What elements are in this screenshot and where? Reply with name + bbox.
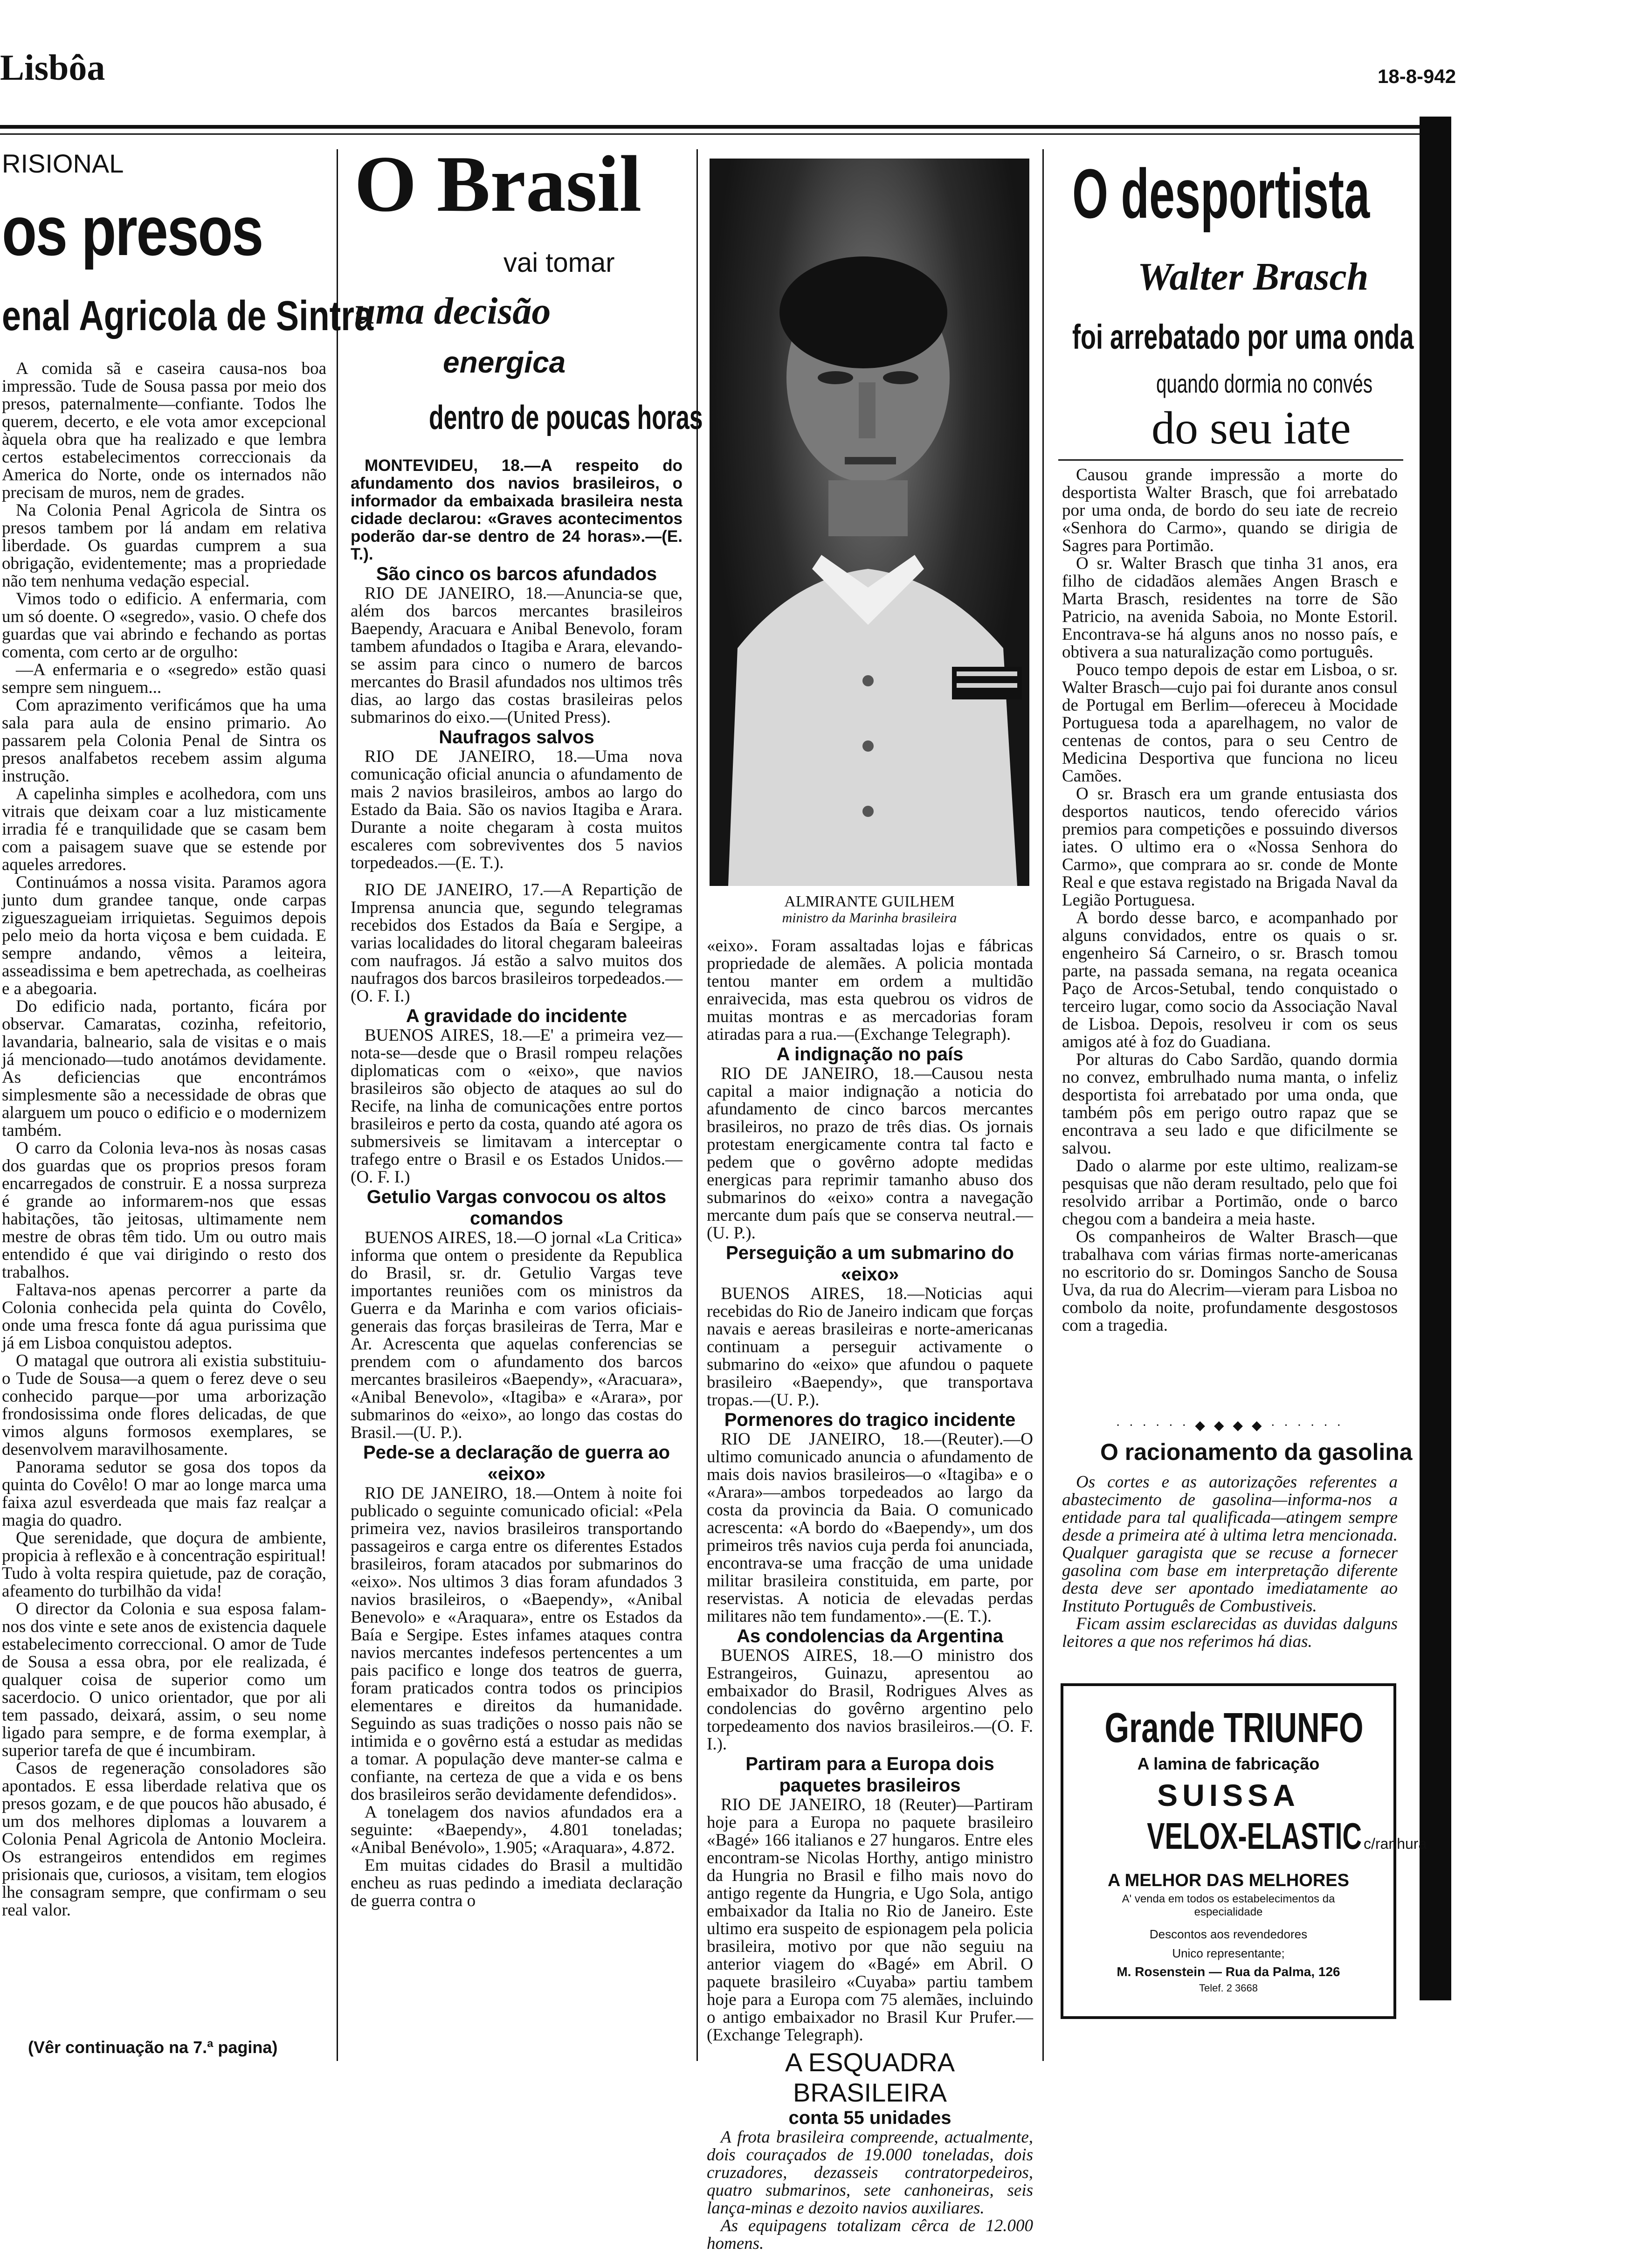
column-rule-3 (1042, 149, 1044, 2061)
col4-paragraph: A bordo desse barco, e acompanhado por alguns convidados, entre os quais o sr. engenheiro Sá Carneiro, o sr. Brasch tomou parte, na passada semana, na regata oceanica Paço de Arcos-Setubal, tendo conquistado o terceiro lugar, como socio da Associação Naval de Lisboa. Depois, resolveu ir com os seus amigos até à foz do Guadiana. (1062, 908, 1398, 1051)
col2-deck2: uma decisão (354, 290, 551, 332)
col2-s4-title: Getulio Vargas convocou os altos comandos (366, 1187, 667, 1229)
col1-paragraph: Casos de regeneração consoladores são apontados. E essa liberdade relativa que os presos gozam, e de que poucos hão abusado, é um dos melhores diplomas a louvarem a Colonia Penal Agricola de Antonio Mocleira. Os estrangeiros entendidos em regimes prisionais que, curiosos, a visitam, tem elogios lhe consagram sempre, que confirmam o seu real valor. (2, 1759, 326, 1920)
ad-line10: Telef. 2 3668 (1199, 1982, 1258, 1994)
col4-divider: · · · · · · ◆ ◆ ◆ ◆ · · · · · · (1116, 1418, 1344, 1433)
col4-paragraph: Por alturas do Cabo Sardão, quando dormia no convez, embrulhado numa manta, o infeliz desportista foi arrebatado por uma onda, que também pôs em perigo outro rapaz que se encontrava a seu lado e que dificilmente se salvou. (1062, 1050, 1398, 1158)
gasolina-text1: Os cortes e as autorizações referentes a abastecimento de gasolina—informa-nos a entidade para tal qualificada—atingem sempre desde a primeira até à ultima letra mencionada. Qualquer garagista que se recuse a fornecer gasolina com base em interpretação diferente desta deve ser apontado imediatamente ao Instituto Português de Combustiveis. (1062, 1473, 1398, 1616)
photo-caption: ALMIRANTE GUILHEM (784, 893, 955, 910)
masthead-paper: Lisbôa (0, 47, 105, 88)
col1-article (2, 360, 326, 1919)
col4-deck-rule (1058, 459, 1403, 461)
col1-paragraph: O carro da Colonia leva-nos às nosas casas dos guardas que os proprios presos foram encarregados de construir. E a nossa surpreza é grande ao informarem-nos que essas habitações, tão jeitosas, ultimamente nem mestre de obras têm tido. Um ou outro mais entendido é que vai dirigindo o resto dos trabalhos. (2, 1139, 326, 1282)
col1-paragraph: Vimos todo o edificio. A enfermaria, com um só doente. O «segredo», vasio. O chefe dos guardas que vai abrindo e fechando as portas comenta, com certo ar de orgulho: (2, 589, 326, 662)
col1-paragraph: Que serenidade, que doçura de ambiente, propicia à reflexão e à concentração espiritual! Tudo à volta respira quietude, paz de coração, afeamento do turbilhão da vida! (2, 1528, 326, 1601)
gasolina-body (1062, 1473, 1398, 1651)
col4-paragraph: Pouco tempo depois de estar em Lisboa, o sr. Walter Brasch—cujo pai foi durante anos consul de Portugal em Berlim—ofereceu à Mocidade Portuguesa toda a aparelhagem, no valor de centenas de contos, para o seu Centro de Medicina Desportiva que funciona no liceu Camões. (1062, 660, 1398, 786)
col1-paragraph: Continuámos a nossa visita. Paramos agora junto dum grandee tanque, onde carpas zigueszagueiam irriquietas. Seguimos depois pelo meio da horta viçosa e bem cuidada. E sempre andando, vêmos a leiteira, asseadissima e bem apetrechada, as coelheiras e a abegoaria. (2, 873, 326, 998)
col1-paragraph: O director da Colonia e sua esposa falam-nos dos vinte e sete anos de existencia daquele estabelecimento correccional. O amor de Tude de Sousa a essa obra, por ele realizada, é qualquer coisa de superior como um sacerdocio. O unico orientador, que por ali tem passado, deixará, assim, o seu nome ligado para sempre, e de forma exemplar, à superior tarefa de que é incumbiram. (2, 1599, 326, 1760)
col2-headline: O Brasil (354, 140, 642, 228)
col1-paragraph: A capelinha simples e acolhedora, com uns vitrais que deixam coar a luz misticamente irradia fé e tranquilidade que se casam bem com a paisagem suave que se estende por aqueles arredores. (2, 784, 326, 874)
col3-s3-title: Pormenores do tragico incidente (724, 1410, 1016, 1430)
col3-body (707, 937, 1033, 2253)
col2-s5-text3: Em muitas cidades do Brasil a multidão encheu as ruas pedindo a imediata declaração de guerra contra o (351, 1856, 683, 1910)
photo-subcaption: ministro da Marinha brasileira (782, 910, 957, 926)
gasolina-title: O racionamento da gasolina (1100, 1439, 1413, 1465)
col3-s2-text: BUENOS AIRES, 18.—Noticias aqui recebidas do Rio de Janeiro indicam que forças navais e aereas brasileiras e norte-americanas continuam a perseguir activamente o submarino do «eixo» que afundou o paquete brasileiro «Baependy», que transportava tropas.—(U. P.). (707, 1284, 1033, 1410)
col3-s3-text: RIO DE JANEIRO, 18.—(Reuter).—O ultimo comunicado anuncia o afundamento de mais dois navios brasileiros—o «Itagiba» e o «Arara»—ambos torpedeados ao largo da costa da provincia da Baia. O comunicado acrescenta: «A bordo do «Baependy», um dos primeiros três navios cuja perda foi anunciada, encontrava-se uma fracção de uma unidade militar brasileira constituida, em parte, por reservistas. A noticia de elevadas perdas militares não tem fundamento».—(E. T.). (707, 1430, 1033, 1626)
col2-deck4: dentro de poucas horas (429, 399, 703, 436)
col1-kicker: RISIONAL (2, 149, 124, 178)
col4-headline: O desportista (1072, 154, 1370, 233)
top-rule-thin (0, 133, 1427, 135)
col2-s3-text: BUENOS AIRES, 18.—E' a primeira vez—nota-se—desde que o Brasil rompeu relações diplomaticas com o «eixo», que navios brasileiros são objecto de ataques ao sul do Recife, na linha de comunicações entre portos brasileiros e perto da costa, quando até agora os submersiveis se limitavam a interceptar o trafego entre o Brasil e os Estados Unidos.—(O. F. I.) (351, 1026, 683, 1187)
col3-s1-text: RIO DE JANEIRO, 18.—Causou nesta capital a maior indignação a noticia do afundamento de cinco barcos mercantes brasileiros, no prazo de três dias. Os jornais protestam energicamente contra tal facto e pedem que o govêrno adopte medidas energicas para reprimir tamanho abuso dos submarinos do «eixo» contra a navegação mercante dum país que se conserva neutral.—(U. P.). (707, 1064, 1033, 1243)
col1-paragraph: Panorama sedutor se gosa dos topos da quinta do Covêlo! O mar ao longe marca uma faixa azul esverdeada que mais faz realçar a magia do quadro. (2, 1458, 326, 1530)
ad-line6: A' venda em todos os estabelecimentos da especialidade (1122, 1893, 1335, 1918)
col1-paragraph: Com aprazimento verificámos que ha uma sala para aula de ensino primario. Ao passarem pela Colonia Penal de Sintra os presos analfabetos recebem assim alguma instrução. (2, 696, 326, 786)
col1-paragraph: O matagal que outrora ali existia substituiu-o Tude de Sousa—a quem o ferez deve o seu conhecido parque—por uma arborização frondosissima onde flores delicadas, de que vimos alguns formosos exemplares, se desenvolvem maravilhosamente. (2, 1351, 326, 1459)
col4-deck2: quando dormia no convés (1156, 369, 1372, 398)
col2-s5-title: Pede-se a declaração de guerra ao «eixo» (363, 1442, 670, 1484)
admiral-photo (710, 159, 1029, 886)
col3-s5-title: Partiram para a Europa dois paquetes brasileiros (745, 1754, 994, 1796)
ad-box (1061, 1683, 1427, 2019)
col4-paragraph: O sr. Walter Brasch que tinha 31 anos, era filho de cidadãos alemães Angen Brasch e Marta Brasch, residentes na torre de São Patricio, na avenida Saboia, no Monte Estoril. Encontrava-se há alguns anos no nosso país, e obtivera a sua naturalização como português. (1062, 554, 1398, 662)
col1-continuation: (Vêr continuação na 7.ª pagina) (28, 2038, 278, 2057)
col4-article (1062, 466, 1398, 1335)
ad-line1: Grande TRIUNFO (1104, 1705, 1364, 1751)
ad-line9: M. Rosenstein — Rua da Palma, 126 (1117, 1964, 1340, 1979)
right-margin-bar (1420, 117, 1451, 2000)
top-rule (0, 125, 1427, 129)
col4-paragraph: O sr. Brasch era um grande entusiasta dos desportos nauticos, tendo oferecido vários premios para competições e possuindo diversos iates. O ultimo era o «Nossa Senhora do Carmo», que comprara ao sr. conde de Monte Real e que estava registado na Brigada Naval da Legião Portuguesa. (1062, 784, 1398, 910)
ad-line5: A MELHOR DAS MELHORES (1108, 1871, 1349, 1890)
col2-s5-text1: RIO DE JANEIRO, 18.—Ontem à noite foi publicado o seguinte comunicado oficial: «Pela primeira vez, navios brasileiros transportando passageiros e carga entre os diferentes Estados brasileiros, foram atacados por submarinos do «eixo». Nos ultimos 3 dias foram afundados 3 navios brasileiros, o «Baependy», «Anibal Benevolo» e «Araquara», entre os Estados da Baía e Sergipe. Estes infames ataques contra navios mercantes indefesos pertencentes a um pais pacifico e longe dos teatros de guerra, foram praticados contra todos os principios elementares e direitos da humanidade. Seguindo as suas tradições o nosso pais não se intimida e o govêrno está a estudar as medidas a tomar. A população deve manter-se calma e confiante, na certeza de que a vida e os bens dos brasileiros serão devidamente defendidos». (351, 1484, 683, 1804)
col2-s1-text: RIO DE JANEIRO, 18.—Anuncia-se que, além dos barcos mercantes brasileiros Baependy, Aracuara e Anibal Benevolo, foram tambem afundados o Itagiba e Arara, elevando-se assim para cinco o numero de barcos mercantes do Brasil afundados nos ultimos três dias, ao largo das costas brasileiras pelos submarinos do eixo.—(United Press). (351, 584, 683, 727)
col3-s2-title: Perseguição a um submarino do «eixo» (726, 1243, 1014, 1285)
col4-deck1: foi arrebatado por uma onda (1072, 318, 1414, 356)
col2-lead: MONTEVIDEU, 18.—A respeito do afundamento dos navios brasileiros, o informador da embaixada brasileira nesta cidade declarou: «Graves acontecimentos poderão dar-se dentro de 24 horas».—(E. T.). (351, 456, 683, 563)
esquadra-text2: As equipagens totalizam cêrca de 12.000 homens. (707, 2216, 1033, 2253)
column-rule-1 (337, 149, 338, 2061)
ad-line8: Unico representante; (1172, 1946, 1285, 1960)
col2-s4-text: BUENOS AIRES, 18.—O jornal «La Critica» informa que ontem o presidente da Republica do Brasil, sr. dr. Getulio Vargas teve importantes reuniões com os ministros da Guerra e da Marinha e com varios oficiais-generais das forças brasileiras de Terra, Mar e Ar. Acrescenta que aquelas conferencias se prendem com o afundamento dos barcos mercantes brasileiros «Baependy», «Aracuara», «Anibal Benevolo», «Itagiba» e «Arara», por submarinos do «eixo», ao longo das costas do Brasil.—(U. P.). (351, 1228, 683, 1442)
admiral-portrait-icon (710, 159, 1029, 886)
col2-s3-title: A gravidade do incidente (406, 1006, 627, 1026)
col4-deck3: do seu iate (1151, 402, 1351, 454)
col3-cont: «eixo». Foram assaltadas lojas e fábricas propriedade de alemães. A policia montada tentou manter em ordem a multidão enraivecida, mas esta quebrou os vidros de muitas montras e as mercadorias foram atiradas para a rua.—(Exchange Telegraph). (707, 936, 1033, 1044)
col2-s2-text1: RIO DE JANEIRO, 18.—Uma nova comunicação oficial anuncia o afundamento de mais 2 navios brasileiros, ambos ao largo do Estado da Baia. São os navios Itagiba e Arara. Durante a noite chegaram à costa muitos escaleres com sobreviventes dos 5 navios torpedeados.—(E. T.). (351, 747, 683, 872)
col1-paragraph: Na Colonia Penal Agricola de Sintra os presos tambem por lá andam em relativa liberdade. Os guardas cumprem a sua obrigação, evidentemente; mas a propriedade não tem nenhuma vedação especial. (2, 501, 326, 591)
esquadra-title: A ESQUADRA BRASILEIRA (785, 2047, 955, 2107)
masthead-date: 18-8-942 (1378, 65, 1456, 87)
col4-paragraph: Causou grande impressão a morte do desportista Walter Brasch, que foi arrebatado por uma onda, de bordo do seu iate de recreio «Senhora do Carmo», quando se dirigia de Sagres para Portimão. (1062, 465, 1398, 555)
col3-s4-title: As condolencias da Argentina (737, 1626, 1003, 1646)
ad-line4-wrap (1063, 1815, 1427, 1858)
col2-s2-title: Naufragos salvos (439, 727, 594, 747)
ad-line3: SUISSA (1157, 1778, 1300, 1812)
col2-s2-text2: RIO DE JANEIRO, 17.—A Repartição de Imprensa anuncia que, segundo telegramas recebidos dos Estados da Baía e Sergipe, a varias localidades do litoral chegaram baleeiras com naufragos. Já estão a salvo muitos dos naufragos dos barcos brasileiros torpedeados.—(O. F. I.) (351, 880, 683, 1006)
col4-paragraph: Dado o alarme por este ultimo, realizam-se pesquisas que não deram resultado, pelo que foi resolvido arribar a Portimão, onde o barco chegou com a bandeira a meia haste. (1062, 1156, 1398, 1229)
col4-paragraph: Os companheiros de Walter Brasch—que trabalhava com várias firmas norte-americanas no escritorio do sr. Domingos Sancho de Sousa Uva, da rua do Alecrim—vieram para Lisboa no combolo da noite, profundamente desgostosos com a tragedia. (1062, 1227, 1398, 1335)
col2-s5-text2: A tonelagem dos navios afundados era a seguinte: «Baependy», 4.801 toneladas; «Anibal Benévolo», 1.905; «Araquara», 4.872. (351, 1803, 683, 1857)
col1-paragraph: A comida sã e caseira causa-nos boa impressão. Tude de Sousa passa por meio dos presos, paternalmente—confiante. Todos lhe querem, decerto, e ele vota amor excepcional àquela obra que ha realizado e que lembra certos estabelecimentos correccionais da America do Norte, onde os internados não precisam de muros, nem de grades. (2, 359, 326, 502)
col2-body (351, 457, 683, 1910)
col3-s5-text: RIO DE JANEIRO, 18 (Reuter)—Partiram hoje para a Europa no paquete brasileiro «Bagé» 166 italianos e 27 hungaros. Entre eles encontram-se Nicolas Horthy, antigo ministro da Hungria no Brasil e filho mais novo do antigo regente da Hungria, e Ugo Sola, antigo embaixador da Italia no Rio de Janeiro. Este ultimo era suspeito de espionagem pela policia brasileira, motivo por que não seguiu na anterior viagem do «Bagé» em Abril. O paquete brasileiro «Cuyaba» partiu tambem hoje para a Europa com 75 alemães, incluindo o antigo embaixador no Brasil Kur Prufer.—(Exchange Telegraph). (707, 1795, 1033, 2045)
col2-deck3: energica (443, 346, 566, 379)
ad-line2: A lamina de fabricação (1137, 1754, 1320, 1773)
col1-paragraph: Faltava-nos apenas percorrer a parte da Colonia conhecida pela quinta do Covêlo, onde uma fresca fonte dá agua purissima que já em Lisboa conquistou adeptos. (2, 1280, 326, 1353)
col3-s1-title: A indignação no país (776, 1044, 964, 1065)
col2-s1-title: São cinco os barcos afundados (376, 564, 657, 584)
ad-line4b: c/ranhura (1364, 1835, 1427, 1852)
ad-line4: VELOX-ELASTIC (1147, 1815, 1362, 1857)
col1-paragraph: Do edificio nada, portanto, ficára por observar. Camaratas, cozinha, refeitorio, lavandaria, balneario, sala de visitas e o mais já mencionado—tudo anotámos devidamente. As deficiencias que encontrámos simplesmente são a necessidade de obras que alarguem um pouco o edificio e o modernizem também. (2, 997, 326, 1140)
col4-name: Walter Brasch (1138, 255, 1369, 298)
col1-headline: os presos (2, 192, 262, 270)
gasolina-text2: Ficam assim esclarecidas as duvidas dalguns leitores a que nos referimos há dias. (1062, 1614, 1398, 1651)
col1-subhead: enal Agricola de Sintra (2, 293, 374, 339)
esquadra-text1: A frota brasileira compreende, actualmente, dois couraçados de 19.000 toneladas, dois cruzadores, dezasseis contratorpedeiros, quatro submarinos, sete canhoneiras, seis lança-minas e dezoito navios auxiliares. (707, 2128, 1033, 2218)
ad-line7: Descontos aos revendedores (1149, 1927, 1308, 1941)
col1-paragraph: —A enfermaria e o «segredo» estão quasi sempre sem ninguem... (2, 660, 326, 697)
col3-s4-text: BUENOS AIRES, 18.—O ministro dos Estrangeiros, Guinazu, apresentou ao embaixador do Brasil, Rodrigues Alves as condolencias do govêrno argentino pelo torpedeamento dos navios brasileiros.—(O. F. I.). (707, 1646, 1033, 1754)
col2-deck1: vai tomar (503, 248, 615, 278)
esquadra-subtitle: conta 55 unidades (788, 2108, 952, 2128)
